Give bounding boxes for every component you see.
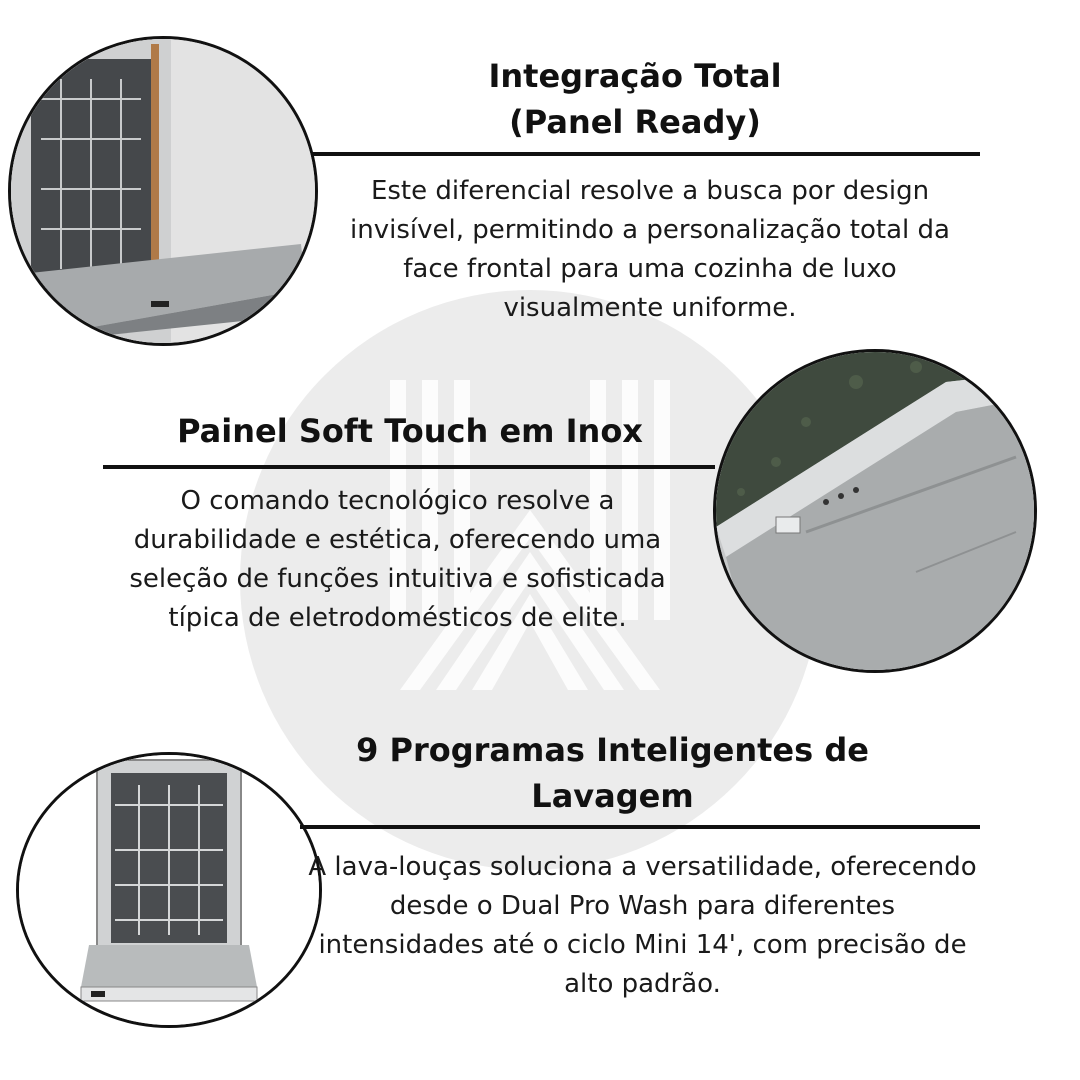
dishwasher-front-photo (16, 752, 322, 1028)
feature-title-programs (330, 727, 895, 819)
divider-line (300, 825, 980, 829)
divider-line (103, 465, 715, 469)
feature-description-panel-ready: Este diferencial resolve a busca por design invisível, permitindo a personalização total da face frontal para uma cozinha de luxo visualmente uniforme. (350, 176, 950, 323)
feature-title-line-2: Lavagem (531, 777, 694, 815)
feature-description-soft-touch: O comando tecnológico resolve a durabilidade e estética, oferecendo uma seleção de funções intuitiva e sofisticada típica de eletrodomésticos de elite. (129, 486, 666, 633)
feature-title-line-1: Integração Total (488, 57, 782, 95)
feature-title-line-2: (Panel Ready) (509, 103, 761, 141)
divider-line (312, 152, 980, 156)
feature-title-panel-ready (420, 53, 850, 145)
feature-title-soft-touch (105, 408, 715, 454)
control-panel-photo (713, 349, 1037, 673)
feature-title-line-1: 9 Programas Inteligentes de (356, 731, 869, 769)
open-dishwasher-photo (8, 36, 318, 346)
feature-description-programs: A lava-louças soluciona a versatilidade, oferecendo desde o Dual Pro Wash para diferentes intensidades até o ciclo Mini 14', com precisão de alto padrão. (308, 852, 977, 999)
feature-title-line-1: Painel Soft Touch em Inox (177, 412, 643, 450)
